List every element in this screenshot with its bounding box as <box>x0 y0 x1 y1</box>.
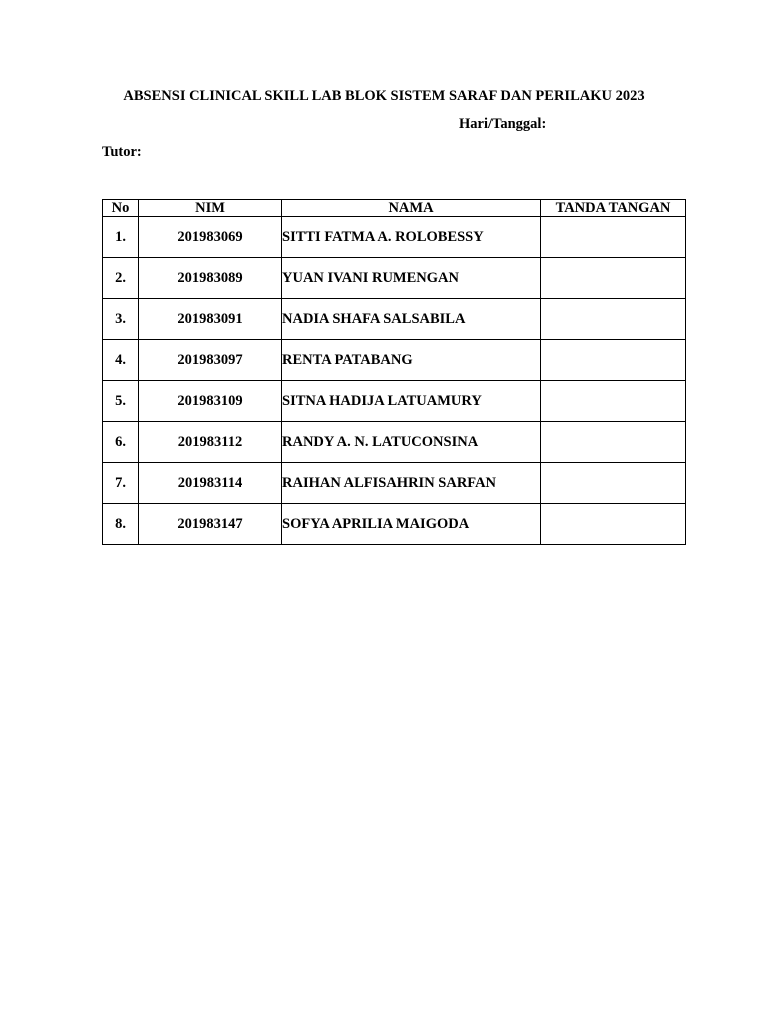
row-nim: 201983069 <box>139 217 282 258</box>
table-row <box>103 504 686 545</box>
row-name: SITNA HADIJA LATUAMURY <box>282 381 541 422</box>
header-nim: NIM <box>139 200 282 217</box>
row-nim: 201983147 <box>139 504 282 545</box>
row-name: NADIA SHAFA SALSABILA <box>282 299 541 340</box>
header-name: NAMA <box>282 200 541 217</box>
header-no: No <box>103 200 139 217</box>
row-signature-cell <box>541 340 686 381</box>
row-number: 4. <box>103 340 139 381</box>
row-nim: 201983112 <box>139 422 282 463</box>
row-name: RAIHAN ALFISAHRIN SARFAN <box>282 463 541 504</box>
row-signature-cell <box>541 463 686 504</box>
table-row <box>103 258 686 299</box>
attendance-table <box>102 199 686 545</box>
row-nim: 201983109 <box>139 381 282 422</box>
row-number: 3. <box>103 299 139 340</box>
row-number: 6. <box>103 422 139 463</box>
row-number: 5. <box>103 381 139 422</box>
row-name: RENTA PATABANG <box>282 340 541 381</box>
table-row <box>103 381 686 422</box>
row-name: RANDY A. N. LATUCONSINA <box>282 422 541 463</box>
row-number: 1. <box>103 217 139 258</box>
row-name: SITTI FATMA A. ROLOBESSY <box>282 217 541 258</box>
row-nim: 201983091 <box>139 299 282 340</box>
date-label: Hari/Tanggal: <box>459 116 547 132</box>
row-signature-cell <box>541 504 686 545</box>
row-nim: 201983114 <box>139 463 282 504</box>
document-title: ABSENSI CLINICAL SKILL LAB BLOK SISTEM SARAF DAN PERILAKU 2023 <box>123 88 645 104</box>
row-number: 7. <box>103 463 139 504</box>
row-signature-cell <box>541 258 686 299</box>
row-nim: 201983097 <box>139 340 282 381</box>
table-row <box>103 340 686 381</box>
table-row <box>103 463 686 504</box>
row-nim: 201983089 <box>139 258 282 299</box>
table-row <box>103 422 686 463</box>
table-header-row <box>103 200 686 217</box>
row-signature-cell <box>541 299 686 340</box>
tutor-label: Tutor: <box>102 144 142 160</box>
row-signature-cell <box>541 422 686 463</box>
table-row <box>103 299 686 340</box>
row-signature-cell <box>541 217 686 258</box>
row-name: YUAN IVANI RUMENGAN <box>282 258 541 299</box>
header-signature: TANDA TANGAN <box>541 200 686 217</box>
row-number: 2. <box>103 258 139 299</box>
row-name: SOFYA APRILIA MAIGODA <box>282 504 541 545</box>
table-row <box>103 217 686 258</box>
row-signature-cell <box>541 381 686 422</box>
row-number: 8. <box>103 504 139 545</box>
